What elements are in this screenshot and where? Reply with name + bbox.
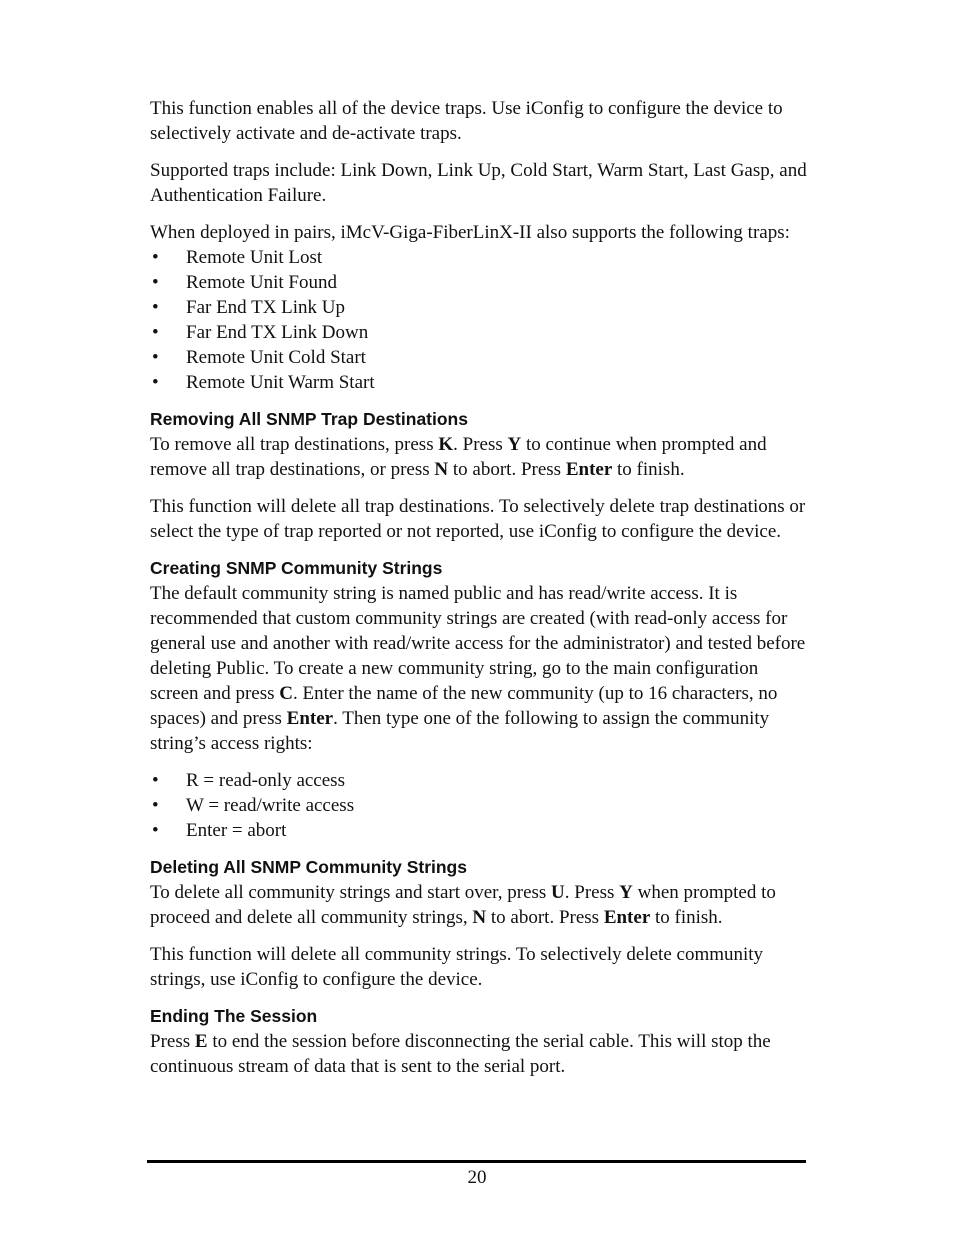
list-item: • Remote Unit Warm Start [152, 372, 375, 393]
list-item: • Remote Unit Cold Start [152, 347, 366, 368]
bullet-icon: • [152, 297, 159, 318]
paired-traps-paragraph: When deployed in pairs, iMcV-Giga-FiberLinX-II also supports the following traps: [150, 222, 790, 243]
removing-instructions: To remove all trap destinations, press K. Press Y to continue when prompted and remove all trap destinations, or press N to abort. Press Enter to finish. [150, 434, 767, 480]
bullet-icon: • [152, 770, 159, 791]
ending-instructions: Press E to end the session before disconnecting the serial cable. This will stop the continuous stream of data that is sent to the serial port. [150, 1031, 771, 1077]
list-item: • Enter = abort [152, 820, 287, 841]
bullet-icon: • [152, 347, 159, 368]
footer-divider [147, 1160, 806, 1163]
list-item: • Remote Unit Lost [152, 247, 323, 268]
list-item: • R = read-only access [152, 770, 345, 791]
section-heading-removing: Removing All SNMP Trap Destinations [150, 409, 468, 429]
intro-paragraph: This function enables all of the device traps. Use iConfig to configure the device to selectively activate and de-activate traps. [150, 98, 783, 144]
bullet-icon: • [152, 322, 159, 343]
list-item: • Remote Unit Found [152, 272, 337, 293]
supported-traps-paragraph: Supported traps include: Link Down, Link Up, Cold Start, Warm Start, Last Gasp, and Authentication Failure. [150, 160, 807, 206]
section-heading-ending: Ending The Session [150, 1006, 318, 1026]
removing-note: This function will delete all trap destinations. To selectively delete trap destinations or select the type of trap reported or not reported, use iConfig to configure the device. [150, 496, 806, 542]
bullet-icon: • [152, 820, 159, 841]
page-number: 20 [467, 1167, 487, 1188]
trap-list [150, 245, 810, 395]
creating-instructions: The default community string is named public and has read/write access. It is recommended that custom community strings are created (with read-only access for general use and another with read/write access for the administrator) and tested before deleting Public. To create a new community string, go to the main configuration screen and press C. Enter the name of the new community (up to 16 characters, no spaces) and press Enter. Then type one of the following to assign the community string’s access rights: [150, 583, 806, 754]
bullet-icon: • [152, 372, 159, 393]
list-item: • Far End TX Link Up [152, 297, 346, 318]
bullet-icon: • [152, 247, 159, 268]
list-item: • W = read/write access [152, 795, 355, 816]
list-item: • Far End TX Link Down [152, 322, 369, 343]
section-heading-deleting: Deleting All SNMP Community Strings [150, 857, 467, 877]
section-heading-creating: Creating SNMP Community Strings [150, 558, 443, 578]
deleting-instructions: To delete all community strings and start over, press U. Press Y when prompted to proceed and delete all community strings, N to abort. Press Enter to finish. [150, 882, 776, 928]
deleting-note: This function will delete all community strings. To selectively delete community strings, use iConfig to configure the device. [150, 944, 764, 990]
bullet-icon: • [152, 272, 159, 293]
bullet-icon: • [152, 795, 159, 816]
access-options-list [150, 768, 810, 843]
document-body [150, 96, 810, 1091]
